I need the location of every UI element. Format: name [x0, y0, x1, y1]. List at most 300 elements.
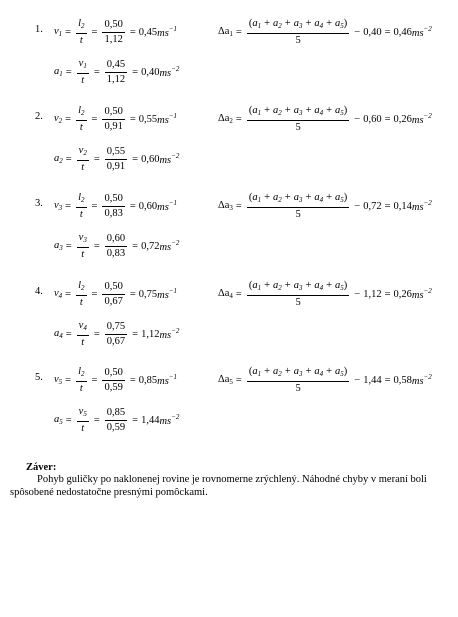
- symbol: $v_5$: [78, 405, 87, 418]
- subscript: 5: [340, 369, 344, 378]
- text: 1,12: [106, 73, 126, 85]
- acceleration-formula: [54, 226, 179, 266]
- text: 0,59: [106, 421, 126, 433]
- text: 0,60: [141, 153, 160, 165]
- text: 0,60: [106, 232, 126, 244]
- text: 5: [295, 382, 301, 394]
- acceleration-formula: [54, 52, 179, 92]
- text: 5: [295, 208, 301, 220]
- operator: −: [354, 200, 361, 212]
- fraction-denominator: [81, 161, 84, 174]
- subscript: 3: [229, 204, 233, 212]
- operator: =: [129, 26, 136, 38]
- operator: =: [91, 26, 98, 38]
- operator: =: [65, 153, 72, 165]
- fraction: [105, 407, 127, 434]
- symbol: $a_1$: [252, 279, 262, 292]
- operator: =: [129, 113, 136, 125]
- operator: +: [284, 365, 291, 377]
- velocity-formula: [54, 274, 177, 314]
- fraction: [247, 192, 349, 221]
- subscript: 3: [298, 21, 303, 30]
- operator: =: [65, 240, 72, 252]
- symbol: $v_1$: [78, 57, 87, 70]
- fraction-denominator: [81, 336, 84, 349]
- fraction-numerator: [76, 280, 86, 296]
- subscript: 4: [319, 195, 324, 204]
- symbol: t: [81, 336, 85, 348]
- fraction: [76, 366, 86, 395]
- text: 0,55: [106, 145, 126, 157]
- symbol: t: [79, 382, 83, 394]
- text: 0,75: [138, 288, 158, 300]
- fraction-denominator: [107, 335, 125, 348]
- subscript: 3: [298, 108, 303, 117]
- fraction: [77, 320, 89, 349]
- operator: =: [93, 66, 100, 78]
- item-number: 2.: [35, 111, 43, 122]
- operator: +: [264, 17, 271, 29]
- fraction: [102, 367, 124, 394]
- operator: =: [91, 113, 98, 125]
- subscript: 2: [278, 21, 282, 30]
- subscript: 2: [81, 283, 85, 292]
- symbol: $a_5$: [54, 414, 63, 426]
- symbol: $a_2$: [54, 153, 63, 165]
- symbol: $a_4$: [314, 279, 324, 292]
- text: 0,50: [104, 280, 123, 292]
- text: 0,75: [106, 320, 126, 332]
- operator: =: [93, 240, 100, 252]
- fraction: [76, 105, 86, 134]
- velocity-formula: [54, 12, 177, 52]
- deviation-formula: [218, 360, 432, 400]
- symbol: $a_1$: [54, 66, 63, 78]
- text: 0,26: [393, 113, 412, 125]
- text: 5: [295, 34, 301, 46]
- fraction: [76, 18, 86, 47]
- fraction: [247, 366, 349, 395]
- item-2-velocity-row: [0, 99, 458, 139]
- symbol: t: [81, 422, 85, 434]
- text: 0,40: [141, 66, 160, 78]
- item-3-velocity-row: [0, 186, 458, 226]
- symbol: $a_4$: [314, 365, 324, 378]
- fraction-numerator: [105, 321, 127, 335]
- symbol: t: [81, 248, 85, 260]
- operator: +: [284, 104, 291, 116]
- symbol: $a_2$: [273, 17, 282, 30]
- subscript: 4: [83, 323, 87, 332]
- unit: $ms^{-2}$: [411, 199, 432, 213]
- operator: +: [326, 191, 333, 203]
- symbol: $a_1$: [252, 104, 262, 117]
- operator: =: [93, 414, 100, 426]
- subscript: 2: [58, 117, 63, 125]
- fraction-denominator: [295, 34, 300, 47]
- fraction: [247, 105, 349, 134]
- fraction-numerator: [102, 193, 124, 207]
- subscript: 4: [319, 283, 324, 292]
- text: 0,72: [141, 240, 160, 252]
- text: 0,55: [138, 113, 158, 125]
- unit: $ms^{-1}$: [157, 112, 178, 126]
- item-5-velocity-row: [0, 360, 458, 400]
- text: 0,50: [104, 366, 123, 378]
- fraction-numerator: [102, 19, 124, 33]
- fraction: [77, 232, 89, 261]
- fraction: [102, 19, 124, 46]
- fraction-numerator: [105, 146, 127, 160]
- deviation-formula: [218, 99, 432, 139]
- item-4-velocity-row: [0, 274, 458, 314]
- item-number: 3.: [35, 198, 43, 209]
- subscript: 2: [278, 369, 282, 378]
- fraction-numerator: [247, 192, 349, 208]
- operator: =: [384, 288, 391, 300]
- fraction-denominator: [80, 296, 83, 309]
- unit-exponent: −2: [423, 199, 432, 207]
- item-1-velocity-row: [0, 12, 458, 52]
- unit: $ms^{-1}$: [157, 373, 178, 387]
- operator: =: [132, 328, 139, 340]
- unit-exponent: −2: [171, 327, 180, 335]
- unit: $ms^{-2}$: [159, 413, 180, 427]
- velocity-formula: [54, 186, 177, 226]
- fraction-numerator: [247, 366, 349, 382]
- unit: $ms^{-2}$: [411, 287, 432, 301]
- conclusion-text: Pohyb guličky po naklonenej rovine je rovnomerne zrýchlený. Náhodné chyby v meraní boli spôsobené nedostatočne presnými pomôckami.: [10, 474, 427, 498]
- symbol: $a_3$: [293, 279, 303, 292]
- acceleration-formula: [54, 400, 179, 440]
- operator: =: [65, 328, 72, 340]
- text: 0,85: [106, 406, 126, 418]
- fraction-numerator: [77, 145, 89, 161]
- operator: +: [264, 365, 271, 377]
- fraction-denominator: [81, 422, 84, 435]
- fraction-denominator: [295, 382, 300, 395]
- operator: +: [326, 17, 333, 29]
- deviation-formula: [218, 186, 432, 226]
- symbol: $a_3$: [54, 240, 63, 252]
- unit: $ms^{-2}$: [411, 25, 432, 39]
- text: 5: [295, 296, 301, 308]
- text: 0,60: [363, 113, 382, 125]
- operator: =: [235, 374, 242, 386]
- operator: +: [264, 279, 271, 291]
- acceleration-formula: [54, 139, 179, 179]
- symbol: $a_1$: [252, 17, 262, 30]
- fraction-denominator: [80, 121, 83, 134]
- symbol: $a_1$: [252, 191, 262, 204]
- subscript: 1: [58, 30, 63, 38]
- item-4-acceleration-row: [0, 314, 458, 354]
- symbol: t: [81, 74, 85, 86]
- symbol: $l_2$: [78, 365, 85, 378]
- text: 1,12: [363, 288, 382, 300]
- operator: +: [326, 365, 333, 377]
- symbol: $\Delta a_5$: [218, 374, 233, 386]
- operator: =: [93, 328, 100, 340]
- item-number: 1.: [35, 24, 43, 35]
- subscript: 1: [83, 61, 87, 70]
- symbol: t: [79, 121, 83, 133]
- subscript: 3: [298, 283, 303, 292]
- text: 0,58: [393, 374, 412, 386]
- fraction-denominator: [104, 381, 122, 394]
- symbol: $a_3$: [293, 17, 303, 30]
- symbol: $\Delta a_1$: [218, 26, 233, 38]
- symbol: t: [81, 161, 85, 173]
- subscript: 1: [257, 369, 262, 378]
- unit: $ms^{-1}$: [157, 287, 178, 301]
- fraction-denominator: [295, 208, 300, 221]
- subscript: 5: [340, 195, 344, 204]
- text: 1,12: [104, 33, 123, 45]
- operator: +: [305, 279, 312, 291]
- deviation-formula: [218, 12, 432, 52]
- symbol: $\Delta a_2$: [218, 113, 233, 125]
- text: 0,40: [363, 26, 382, 38]
- fraction: [102, 193, 124, 220]
- fraction: [76, 192, 86, 221]
- operator: =: [65, 200, 72, 212]
- fraction-denominator: [104, 295, 122, 308]
- symbol: $v_4$: [78, 319, 87, 332]
- fraction: [102, 106, 124, 133]
- operator: =: [132, 414, 139, 426]
- unit-exponent: −2: [171, 239, 180, 247]
- operator: =: [93, 153, 100, 165]
- operator: +: [264, 191, 271, 203]
- text: 0,59: [104, 381, 123, 393]
- fraction-numerator: [77, 232, 89, 248]
- sum-expression: $(a_1 + a_2 + a_3 + a_4 + a_5)$: [248, 365, 348, 378]
- fraction: [77, 58, 89, 87]
- symbol: $l_2$: [78, 279, 85, 292]
- operator: =: [91, 200, 98, 212]
- unit-exponent: −1: [168, 287, 178, 295]
- operator: =: [65, 288, 72, 300]
- text: 0,85: [138, 374, 158, 386]
- fraction-numerator: [76, 192, 86, 208]
- subscript: 4: [319, 108, 324, 117]
- fraction-numerator: [102, 367, 124, 381]
- unit-exponent: −2: [171, 413, 180, 421]
- unit-exponent: −2: [423, 25, 432, 33]
- operator: −: [354, 374, 361, 386]
- symbol: t: [79, 208, 83, 220]
- operator: =: [129, 374, 136, 386]
- fraction: [77, 145, 89, 174]
- symbol: $v_3$: [54, 200, 63, 212]
- symbol: $l_2$: [78, 104, 85, 117]
- unit: $ms^{-2}$: [159, 152, 180, 166]
- fraction-denominator: [80, 208, 83, 221]
- subscript: 2: [81, 108, 85, 117]
- fraction-denominator: [80, 34, 83, 47]
- subscript: 2: [278, 195, 282, 204]
- conclusion-title: Záver:: [26, 462, 57, 473]
- fraction-denominator: [104, 207, 122, 220]
- fraction-numerator: [102, 281, 124, 295]
- operator: =: [132, 66, 139, 78]
- operator: +: [305, 191, 312, 203]
- symbol: $a_4$: [314, 191, 324, 204]
- unit: $ms^{-2}$: [159, 65, 180, 79]
- fraction-numerator: [77, 406, 89, 422]
- fraction-denominator: [81, 248, 84, 261]
- operator: +: [305, 365, 312, 377]
- subscript: 5: [229, 378, 233, 386]
- fraction-numerator: [76, 366, 86, 382]
- operator: +: [305, 104, 312, 116]
- subscript: 5: [59, 418, 63, 426]
- item-1-acceleration-row: [0, 52, 458, 92]
- sum-expression: $(a_1 + a_2 + a_3 + a_4 + a_5)$: [248, 104, 348, 117]
- subscript: 4: [58, 292, 63, 300]
- operator: −: [354, 288, 361, 300]
- operator: +: [305, 17, 312, 29]
- velocity-formula: [54, 360, 177, 400]
- fraction-denominator: [107, 421, 125, 434]
- operator: =: [65, 414, 72, 426]
- fraction-denominator: [80, 382, 83, 395]
- fraction-numerator: [105, 407, 127, 421]
- unit: $ms^{-2}$: [159, 327, 180, 341]
- subscript: 2: [278, 108, 282, 117]
- symbol: $v_3$: [78, 231, 87, 244]
- symbol: $a_5$: [335, 279, 344, 292]
- fraction: [105, 321, 127, 348]
- symbol: $a_1$: [252, 365, 262, 378]
- text: 0,45: [138, 26, 158, 38]
- operator: =: [384, 113, 391, 125]
- operator: =: [235, 26, 242, 38]
- unit: $ms^{-1}$: [157, 199, 178, 213]
- operator: =: [65, 113, 72, 125]
- operator: =: [129, 288, 136, 300]
- symbol: $v_2$: [78, 144, 87, 157]
- fraction-numerator: [102, 106, 124, 120]
- subscript: 1: [257, 283, 262, 292]
- subscript: 2: [81, 21, 85, 30]
- fraction-numerator: [77, 58, 89, 74]
- operator: =: [384, 374, 391, 386]
- fraction: [102, 281, 124, 308]
- fraction: [247, 280, 349, 309]
- text: 0,91: [106, 160, 126, 172]
- operator: =: [91, 374, 98, 386]
- unit-exponent: −1: [168, 373, 178, 381]
- velocity-formula: [54, 99, 177, 139]
- operator: +: [326, 279, 333, 291]
- symbol: $v_1$: [54, 26, 63, 38]
- text: 1,44: [141, 414, 160, 426]
- symbol: $a_3$: [293, 365, 303, 378]
- deviation-formula: [218, 274, 432, 314]
- text: 0,67: [104, 295, 123, 307]
- text: 0,46: [393, 26, 412, 38]
- symbol: $a_2$: [273, 191, 282, 204]
- symbol: $\Delta a_4$: [218, 288, 233, 300]
- subscript: 5: [340, 283, 344, 292]
- symbol: t: [79, 296, 83, 308]
- symbol: $v_5$: [54, 374, 63, 386]
- operator: +: [284, 279, 291, 291]
- operator: +: [284, 191, 291, 203]
- symbol: t: [79, 34, 83, 46]
- subscript: 3: [298, 195, 303, 204]
- fraction-denominator: [104, 33, 122, 46]
- symbol: $a_2$: [273, 279, 282, 292]
- operator: =: [65, 66, 72, 78]
- subscript: 1: [257, 108, 262, 117]
- item-5-acceleration-row: [0, 400, 458, 440]
- fraction: [76, 280, 86, 309]
- symbol: $a_4$: [54, 328, 63, 340]
- symbol: $\Delta a_3$: [218, 200, 233, 212]
- item-number: 5.: [35, 372, 43, 383]
- text: 0,83: [104, 207, 123, 219]
- unit: $ms^{-2}$: [411, 112, 432, 126]
- text: 1,12: [141, 328, 160, 340]
- symbol: $a_4$: [314, 17, 324, 30]
- subscript: 2: [81, 369, 85, 378]
- fraction-numerator: [247, 18, 349, 34]
- item-number: 4.: [35, 286, 43, 297]
- unit-exponent: −1: [168, 25, 178, 33]
- symbol: $a_4$: [314, 104, 324, 117]
- operator: =: [132, 153, 139, 165]
- symbol: $l_2$: [78, 17, 85, 30]
- fraction-denominator: [107, 73, 125, 86]
- symbol: $a_5$: [335, 104, 344, 117]
- text: 0,72: [363, 200, 382, 212]
- operator: +: [284, 17, 291, 29]
- fraction: [77, 406, 89, 435]
- operator: =: [132, 240, 139, 252]
- symbol: $a_2$: [273, 104, 282, 117]
- fraction-denominator: [295, 121, 300, 134]
- unit-exponent: −1: [168, 112, 178, 120]
- unit-exponent: −1: [168, 199, 178, 207]
- unit-exponent: −2: [423, 287, 432, 295]
- operator: =: [235, 200, 242, 212]
- subscript: 1: [257, 195, 262, 204]
- symbol: $a_5$: [335, 191, 344, 204]
- symbol: $l_2$: [78, 191, 85, 204]
- subscript: 1: [257, 21, 262, 30]
- subscript: 4: [59, 332, 63, 340]
- fraction-numerator: [247, 280, 349, 296]
- subscript: 5: [58, 378, 63, 386]
- subscript: 5: [340, 21, 344, 30]
- text: 0,50: [104, 192, 123, 204]
- sum-expression: $(a_1 + a_2 + a_3 + a_4 + a_5)$: [248, 279, 348, 292]
- subscript: 3: [58, 204, 63, 212]
- subscript: 2: [81, 195, 85, 204]
- symbol: $a_5$: [335, 365, 344, 378]
- operator: =: [384, 26, 391, 38]
- text: 0,67: [106, 335, 126, 347]
- operator: −: [354, 26, 361, 38]
- subscript: 1: [229, 30, 233, 38]
- text: 0,83: [106, 247, 126, 259]
- item-3-acceleration-row: [0, 226, 458, 266]
- fraction-denominator: [295, 296, 300, 309]
- operator: =: [91, 288, 98, 300]
